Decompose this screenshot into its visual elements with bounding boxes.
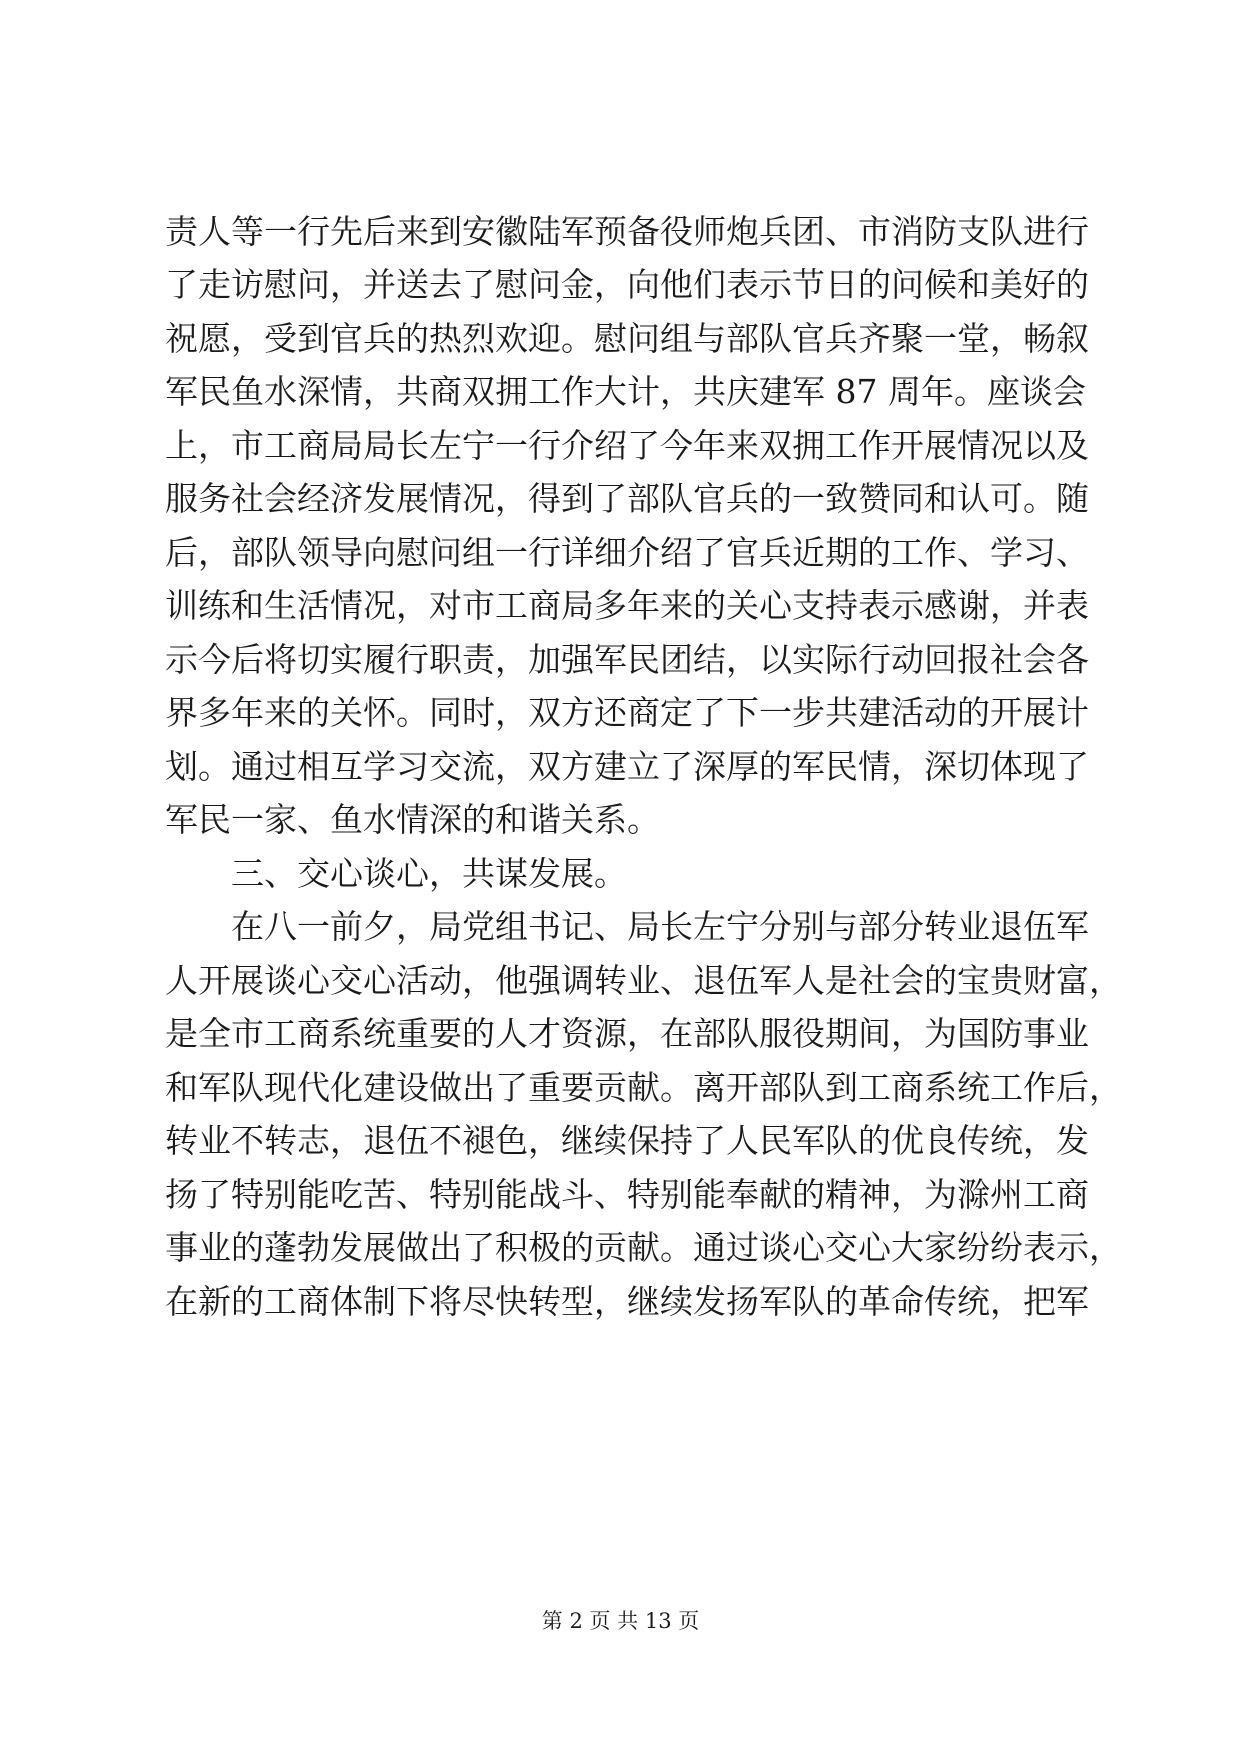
- body-text-line: 了走访慰问，并送去了慰问金，向他们表示节日的问候和美好的: [165, 265, 1089, 304]
- body-text-line: 人开展谈心交心活动，他强调转业、退伍军人是社会的宝贵财富，: [165, 961, 1122, 1000]
- body-text-line: 祝愿，受到官兵的热烈欢迎。慰问组与部队官兵齐聚一堂，畅叙: [165, 319, 1089, 358]
- body-text-line: 责人等一行先后来到安徽陆军预备役师炮兵团、市消防支队进行: [165, 212, 1089, 251]
- body-text-line: 是全市工商系统重要的人才资源，在部队服役期间，为国防事业: [165, 1014, 1089, 1053]
- body-text-line: 划。通过相互学习交流，双方建立了深厚的军民情，深切体现了: [165, 747, 1089, 786]
- body-text-line: 训练和生活情况，对市工商局多年来的关心支持表示感谢，并表: [165, 586, 1089, 625]
- section-heading: 三、交心谈心，共谋发展。: [231, 854, 627, 893]
- page-footer: 第 2 页 共 13 页: [541, 1609, 700, 1633]
- body-text-line: 扬了特别能吃苦、特别能战斗、特别能奉献的精神，为滁州工商: [165, 1175, 1089, 1214]
- body-text-line: 在新的工商体制下将尽快转型，继续发扬军队的革命传统，把军: [165, 1282, 1089, 1321]
- body-text-line: 后，部队领导向慰问组一行详细介绍了官兵近期的工作、学习、: [165, 533, 1089, 572]
- body-text-line: 示今后将切实履行职责，加强军民团结，以实际行动回报社会各: [165, 640, 1089, 679]
- body-text-line: 和军队现代化建设做出了重要贡献。离开部队到工商系统工作后，: [165, 1068, 1122, 1107]
- body-text-line: 转业不转志，退伍不褪色，继续保持了人民军队的优良传统，发: [165, 1121, 1089, 1160]
- body-text-line: 服务社会经济发展情况，得到了部队官兵的一致赞同和认可。随: [165, 479, 1089, 518]
- body-text-line: 军民一家、鱼水情深的和谐关系。: [165, 800, 660, 839]
- body-text-line: 界多年来的关怀。同时，双方还商定了下一步共建活动的开展计: [165, 693, 1089, 732]
- body-text-line: 事业的蓬勃发展做出了积极的贡献。通过谈心交心大家纷纷表示，: [165, 1228, 1122, 1267]
- body-text-line: 军民鱼水深情，共商双拥工作大计，共庆建军 87 周年。座谈会: [165, 372, 1086, 411]
- body-text-line: 上，市工商局局长左宁一行介绍了今年来双拥工作开展情况以及: [165, 426, 1089, 465]
- body-text-line: 在八一前夕，局党组书记、局长左宁分别与部分转业退伍军: [231, 907, 1089, 946]
